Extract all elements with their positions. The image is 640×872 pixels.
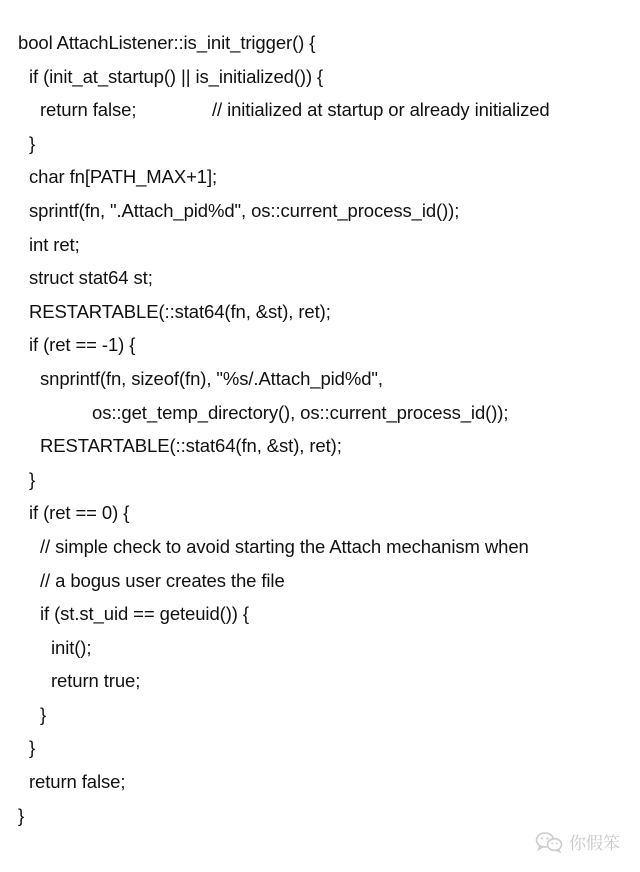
code-line: init(); [51, 636, 92, 658]
wechat-icon [535, 831, 563, 853]
code-line: bool AttachListener::is_init_trigger() { [18, 32, 316, 53]
watermark-text: 你假笨 [569, 834, 620, 854]
code-line: } [29, 468, 36, 490]
code-line: struct stat64 st; [29, 267, 153, 289]
watermark [535, 829, 620, 854]
code-line: snprintf(fn, sizeof(fn), "%s/.Attach_pid%d", [40, 367, 383, 389]
code-line: RESTARTABLE(::stat64(fn, &st), ret); [40, 435, 342, 457]
code-line: } [40, 703, 47, 725]
code-line: } [29, 132, 36, 154]
code-line: return false; // initialized at startup or already initialized [40, 99, 550, 121]
code-line: if (ret == -1) { [29, 334, 136, 356]
code-line: sprintf(fn, ".Attach_pid%d", os::current_process_id()); [29, 199, 460, 221]
code-line: } [18, 804, 25, 826]
code-line: return true; [51, 670, 141, 692]
code-line: } [29, 737, 36, 759]
code-line: return false; [29, 771, 126, 793]
code-line: RESTARTABLE(::stat64(fn, &st), ret); [29, 300, 331, 322]
code-line: char fn[PATH_MAX+1]; [29, 166, 218, 188]
code-block [18, 29, 630, 835]
code-line: int ret; [29, 233, 80, 255]
code-line: os::get_temp_directory(), os::current_process_id()); [92, 401, 509, 423]
code-line: if (ret == 0) { [29, 502, 130, 524]
code-line: if (init_at_startup() || is_initialized()) { [29, 65, 324, 87]
code-line: // a bogus user creates the file [40, 569, 285, 591]
code-line: if (st.st_uid == geteuid()) { [40, 603, 249, 625]
code-line: // simple check to avoid starting the Attach mechanism when [40, 535, 529, 557]
